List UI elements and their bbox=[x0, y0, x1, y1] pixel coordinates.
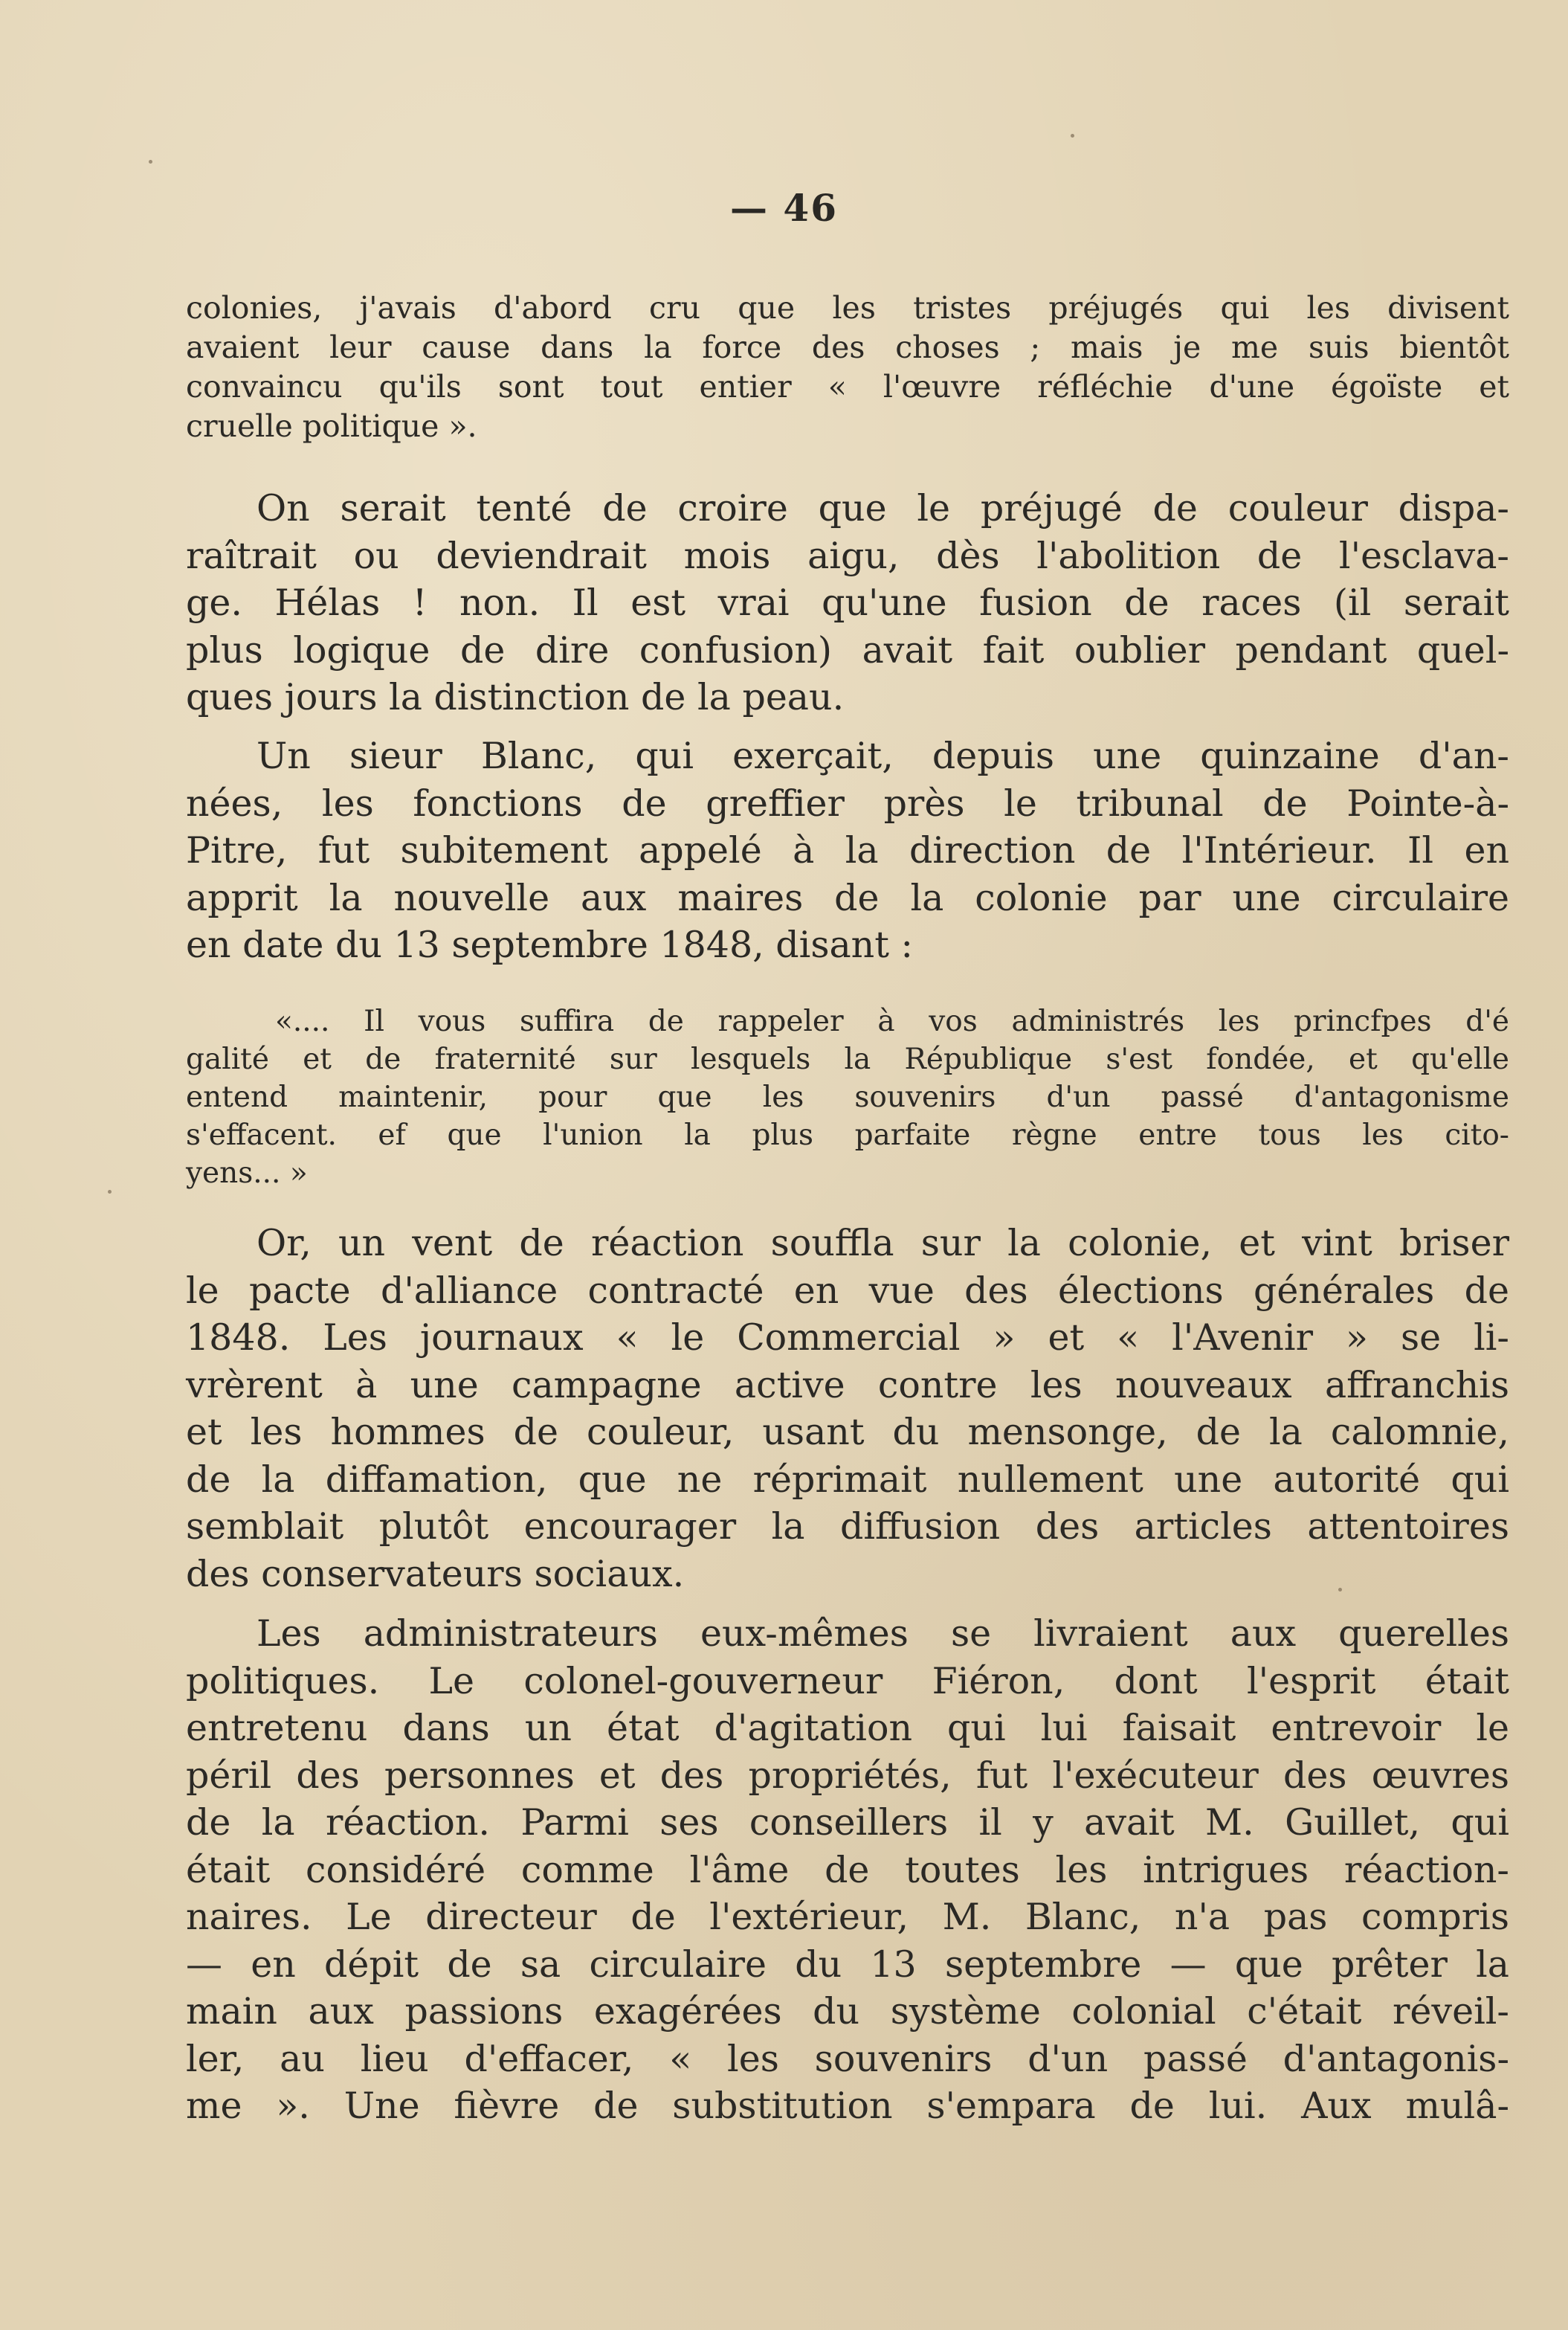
text-line: cruelle politique ». bbox=[186, 408, 477, 444]
text-line: Or, un vent de réaction souffla sur la colonie, et vint briser bbox=[257, 1222, 1509, 1264]
text-line: — en dépit de sa circulaire du 13 septembre — que prêter la bbox=[186, 1943, 1509, 1986]
text-line: semblait plutôt encourager la diffusion des articles attentoires bbox=[186, 1505, 1509, 1548]
text-line: ques jours la distinction de la peau. bbox=[186, 676, 845, 718]
text-line: ler, au lieu d'effacer, « les souvenirs d'un passé d'antagonis- bbox=[186, 2037, 1509, 2080]
text-line: Pitre, fut subitement appelé à la direction de l'Intérieur. Il en bbox=[186, 829, 1509, 872]
text-line: en date du 13 septembre 1848, disant : bbox=[186, 924, 914, 966]
paragraph-1 bbox=[186, 289, 1509, 446]
paragraph-5 bbox=[186, 1610, 1509, 2130]
page-number: — 46 bbox=[730, 186, 838, 230]
text-line: politiques. Le colonel-gouverneur Fiéron, dont l'esprit était bbox=[186, 1659, 1509, 1702]
paragraph-3 bbox=[186, 733, 1509, 969]
text-line: 1848. Les journaux « le Commercial » et « l'Avenir » se li- bbox=[186, 1316, 1509, 1359]
text-line: de la réaction. Parmi ses conseillers il y avait M. Guillet, qui bbox=[186, 1801, 1509, 1844]
text-line: nées, les fonctions de greffier près le tribunal de Pointe-à- bbox=[186, 782, 1509, 825]
text-line: s'effacent. ef que l'union la plus parfaite règne entre tous les cito- bbox=[186, 1119, 1509, 1152]
text-line: naires. Le directeur de l'extérieur, M. Blanc, n'a pas compris bbox=[186, 1896, 1509, 1938]
paper-speck bbox=[1071, 134, 1074, 138]
text-line: entend maintenir, pour que les souvenirs d'un passé d'antagonisme bbox=[186, 1081, 1509, 1114]
paper-speck bbox=[1338, 1588, 1342, 1592]
text-line: galité et de fraternité sur lesquels la République s'est fondée, et qu'elle bbox=[186, 1043, 1509, 1076]
text-line: de la diffamation, que ne réprimait nullement une autorité qui bbox=[186, 1458, 1509, 1501]
quotation bbox=[186, 1003, 1509, 1192]
text-line: raîtrait ou deviendrait mois aigu, dès l'abolition de l'esclava- bbox=[186, 534, 1509, 577]
text-line: Un sieur Blanc, qui exerçait, depuis une quinzaine d'an- bbox=[257, 735, 1509, 777]
text-line: «.... Il vous suffira de rappeler à vos administrés les princfpes d'é bbox=[275, 1005, 1509, 1038]
paragraph-2 bbox=[186, 485, 1509, 721]
text-line: colonies, j'avais d'abord cru que les tristes préjugés qui les divisent bbox=[186, 290, 1509, 326]
text-line: et les hommes de couleur, usant du mensonge, de la calomnie, bbox=[186, 1411, 1509, 1453]
text-line: On serait tenté de croire que le préjugé de couleur dispa- bbox=[257, 487, 1509, 530]
text-line: vrèrent à une campagne active contre les nouveaux affranchis bbox=[186, 1363, 1509, 1406]
text-line: était considéré comme l'âme de toutes les intrigues réaction- bbox=[186, 1848, 1509, 1891]
text-line: péril des personnes et des propriétés, fut l'exécuteur des œuvres bbox=[186, 1754, 1509, 1797]
text-line: apprit la nouvelle aux maires de la colonie par une circulaire bbox=[186, 876, 1509, 919]
text-line: Les administrateurs eux-mêmes se livraient aux querelles bbox=[257, 1612, 1509, 1655]
text-line: ge. Hélas ! non. Il est vrai qu'une fusion de races (il serait bbox=[186, 582, 1509, 624]
text-line: me ». Une fièvre de substitution s'empara de lui. Aux mulâ- bbox=[186, 2085, 1509, 2127]
paper-speck bbox=[108, 1190, 112, 1194]
text-line: avaient leur cause dans la force des choses ; mais je me suis bientôt bbox=[186, 329, 1509, 365]
paragraph-4 bbox=[186, 1220, 1509, 1597]
text-line: le pacte d'alliance contracté en vue des élections générales de bbox=[186, 1269, 1509, 1312]
text-line: convaincu qu'ils sont tout entier « l'œuvre réfléchie d'une égoïste et bbox=[186, 369, 1509, 405]
text-line: yens... » bbox=[186, 1156, 308, 1190]
text-line: entretenu dans un état d'agitation qui lui faisait entrevoir le bbox=[186, 1707, 1509, 1749]
text-line: des conservateurs sociaux. bbox=[186, 1552, 685, 1595]
text-line: main aux passions exagérées du système colonial c'était réveil- bbox=[186, 1990, 1509, 2033]
paper-speck bbox=[149, 160, 152, 164]
text-line: plus logique de dire confusion) avait fait oublier pendant quel- bbox=[186, 628, 1509, 672]
